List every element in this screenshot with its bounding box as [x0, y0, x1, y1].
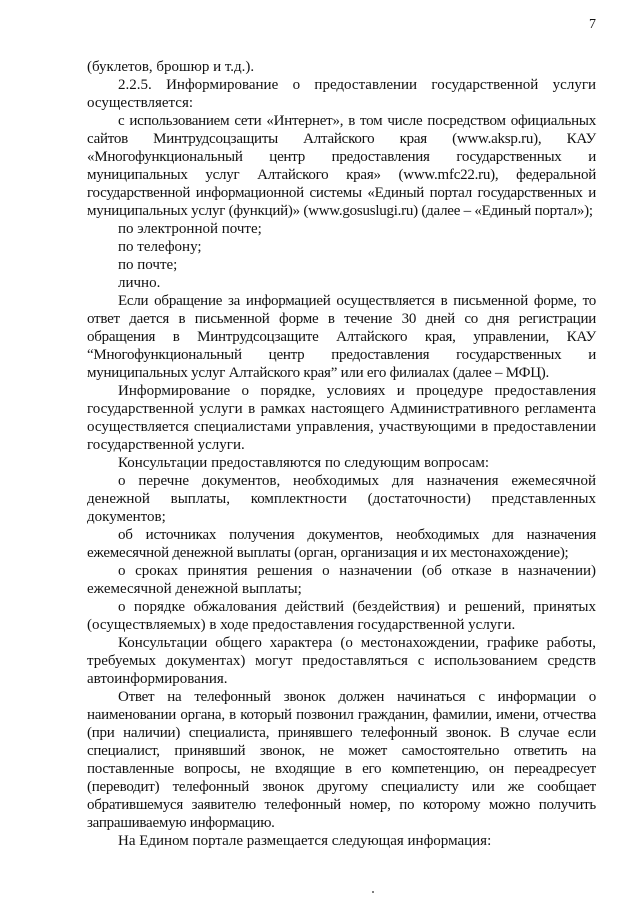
paragraph-unified-portal: На Едином портале размещается следующая информация: [118, 833, 492, 849]
paragraph-written-request: Если обращение за информацией осуществляется в письменной форме, то ответ дается в письменной форме в течение 30 дней со дня регистрации обращения в Минтрудсоцзащите Алтайского края, управлении, КАУ “Многофункциональный центр предоставления государственных и муниципальных услуг Алтайского края” или его филиалах (далее – МФЦ). [87, 293, 596, 381]
paragraph-informing-procedure: Информирование о порядке, условиях и процедуре предоставления государственной услуги в рамках настоящего Административного регламента осуществляется специалистами управления, участвующими в предоставлении государственной услуги. [87, 383, 596, 453]
paragraph-internet: с использованием сети «Интернет», в том числе посредством официальных сайтов Минтрудсоцзащиты Алтайского края (www.aksp.ru), КАУ «Многофункциональный центр предоставления государственных и муниципальных услуг Алтайского края» (www.mfc22.ru), федеральной государственной информационной системы «Единый портал государственных и муниципальных услуг (функций)» (www.gosuslugi.ru) (далее – «Единый портал»); [87, 113, 596, 219]
list-item-email: по электронной почте; [118, 221, 262, 237]
list-item-phone: по телефону; [118, 239, 202, 255]
paragraph-phone-answer: Ответ на телефонный звонок должен начинаться с информации о наименовании органа, в который позвонил гражданин, фамилии, имени, отчества (при наличии) специалиста, принявшего телефонный звонок. В случае если специалист, принявший звонок, не может самостоятельно ответить на поставленные вопросы, не входящие в его компетенцию, он переадресует (переводит) телефонный звонок другому специалисту или же сообщает обратившемуся заявителю телефонный номер, по которому можно получить запрашиваемую информацию. [87, 689, 596, 831]
list-item-mail: по почте; [118, 257, 178, 273]
paragraph-section-2-2-5: 2.2.5. Информирование о предоставлении государственной услуги осуществляется: [87, 77, 596, 111]
paragraph-consultation-topics: Консультации предоставляются по следующим вопросам: [118, 455, 490, 471]
paragraph-decision-terms: о сроках принятия решения о назначении (об отказе в назначении) ежемесячной денежной выплаты; [87, 563, 596, 597]
paragraph-general-consultations: Консультации общего характера (о местонахождении, графике работы, требуемых документах) могут предоставляться с использованием средств автоинформирования. [87, 635, 596, 687]
document-body [87, 58, 596, 850]
scan-dot [372, 891, 374, 893]
page-number: 7 [589, 17, 596, 32]
list-item-in-person: лично. [118, 275, 161, 291]
paragraph-appeal-procedure: о порядке обжалования действий (бездействия) и решений, принятых (осуществляемых) в ходе предоставления государственной услуги. [87, 599, 596, 633]
paragraph-booklets: (буклетов, брошюр и т.д.). [87, 59, 255, 75]
paragraph-document-sources: об источниках получения документов, необходимых для назначения ежемесячной денежной выплаты (орган, организация и их местонахождение); [87, 527, 596, 561]
paragraph-documents-list: о перечне документов, необходимых для назначения ежемесячной денежной выплаты, комплектности (достаточности) представленных документов; [87, 473, 596, 525]
